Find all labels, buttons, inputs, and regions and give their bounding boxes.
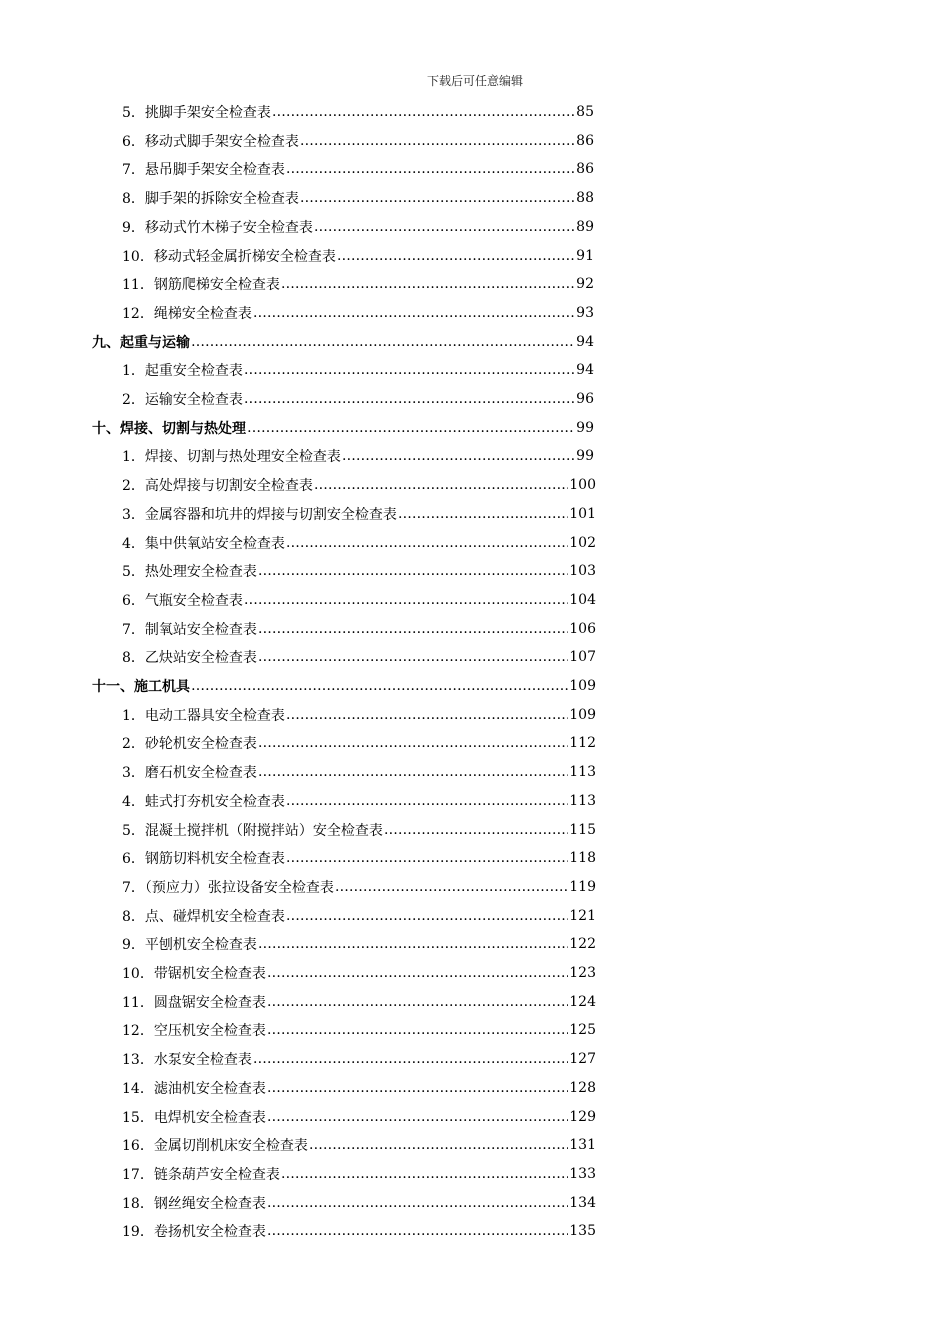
toc-page-number: 99	[576, 419, 594, 436]
toc-page-number: 94	[576, 333, 594, 350]
dot-leader	[267, 965, 568, 981]
toc-entry	[122, 1105, 596, 1129]
toc-entry	[122, 645, 596, 669]
toc-entry	[122, 1018, 596, 1042]
toc-entry-label: 5．热处理安全检查表	[122, 564, 257, 581]
dot-leader	[258, 735, 568, 751]
dot-leader	[258, 621, 568, 637]
dot-leader	[244, 391, 575, 407]
toc-section	[92, 416, 594, 440]
toc-entry-label: 12．空压机安全检查表	[122, 1023, 266, 1040]
dot-leader	[286, 535, 568, 551]
toc-entry-label: 15．电焊机安全检查表	[122, 1109, 266, 1126]
dot-leader	[267, 1195, 568, 1211]
dot-leader	[286, 707, 568, 723]
toc-entry-label: 11．圆盘锯安全检查表	[122, 994, 266, 1011]
toc-entry	[122, 1133, 596, 1157]
toc-entry	[122, 1219, 596, 1243]
toc-page-number: 134	[569, 1194, 596, 1211]
toc-entry-label: 17．链条葫芦安全检查表	[122, 1166, 280, 1183]
toc-entry	[122, 387, 594, 411]
toc-entry	[122, 559, 596, 583]
toc-page-number: 106	[569, 620, 596, 637]
toc-entry-label: 6．钢筋切料机安全检查表	[122, 851, 285, 868]
toc-entry-label: 8．点、碰焊机安全检查表	[122, 908, 285, 925]
toc-entry-label: 2．高处焊接与切割安全检查表	[122, 478, 313, 495]
toc-entry-label: 14．滤油机安全检查表	[122, 1080, 266, 1097]
toc-page-number: 102	[569, 534, 596, 551]
dot-leader	[191, 334, 575, 350]
toc-entry	[122, 617, 596, 641]
dot-leader	[286, 908, 568, 924]
toc-entry	[122, 789, 596, 813]
toc-entry	[122, 157, 594, 181]
dot-leader	[335, 879, 568, 895]
toc-entry-label: 9．移动式竹木梯子安全检查表	[122, 219, 313, 236]
toc-section	[92, 330, 594, 354]
toc-entry-label: 8．脚手架的拆除安全检查表	[122, 191, 299, 208]
dot-leader	[247, 420, 575, 436]
toc-entry	[122, 1076, 596, 1100]
toc-section	[92, 674, 596, 698]
dot-leader	[253, 305, 575, 321]
toc-entry-label: 7．（预应力）张拉设备安全检查表	[122, 879, 334, 896]
toc-entry	[122, 703, 596, 727]
toc-page-number: 118	[569, 850, 596, 867]
toc-entry-label: 7．制氧站安全检查表	[122, 621, 257, 638]
toc-entry	[122, 904, 596, 928]
toc-page-number: 96	[576, 391, 594, 407]
toc-entry	[122, 846, 596, 870]
dot-leader	[398, 506, 568, 522]
toc-entry-label: 4．蛙式打夯机安全检查表	[122, 793, 285, 810]
dot-leader	[267, 1109, 568, 1125]
toc-page-number: 121	[569, 907, 596, 924]
dot-leader	[281, 276, 575, 292]
toc-entry-label: 1．焊接、切割与热处理安全检查表	[122, 449, 341, 466]
toc-page-number: 124	[569, 993, 596, 1010]
dot-leader	[337, 248, 575, 264]
dot-leader	[267, 1080, 568, 1096]
toc-entry	[122, 760, 596, 784]
dot-leader	[258, 563, 568, 579]
toc-entry	[122, 990, 596, 1014]
toc-entry-label: 十一、施工机具	[92, 679, 190, 695]
toc-page-number: 127	[569, 1051, 596, 1068]
toc-entry-label: 九、起重与运输	[92, 334, 190, 351]
dot-leader	[258, 936, 568, 952]
toc-page-number: 93	[576, 304, 594, 321]
toc-page-number: 122	[569, 936, 596, 953]
toc-entry	[122, 358, 594, 382]
toc-entry-label: 11．钢筋爬梯安全检查表	[122, 277, 280, 294]
toc-page-number: 88	[576, 190, 594, 207]
toc-entry	[122, 875, 596, 899]
dot-leader	[272, 104, 575, 120]
toc-entry	[122, 272, 594, 296]
toc-entry-label: 13．水泵安全检查表	[122, 1052, 252, 1069]
toc-page-number: 109	[569, 678, 596, 694]
toc-entry	[122, 502, 596, 526]
toc-entry-label: 12．绳梯安全检查表	[122, 305, 252, 322]
toc-entry-label: 3．磨石机安全检查表	[122, 765, 257, 782]
toc-page-number: 113	[569, 764, 596, 781]
toc-entry	[122, 444, 594, 468]
toc-entry	[122, 1162, 596, 1186]
dot-leader	[191, 678, 568, 694]
toc-entry-label: 3．金属容器和坑井的焊接与切割安全检查表	[122, 506, 397, 523]
toc-page-number: 94	[576, 362, 594, 379]
toc-page-number: 109	[569, 706, 596, 723]
toc-entry	[122, 301, 594, 325]
dot-leader	[314, 477, 568, 493]
toc-page-number: 89	[576, 218, 594, 235]
toc-entry	[122, 129, 594, 153]
toc-entry-label: 10．带锯机安全检查表	[122, 966, 266, 982]
toc-entry	[122, 473, 596, 497]
toc-entry	[122, 731, 596, 755]
toc-page-number: 86	[576, 132, 594, 149]
toc-entry	[122, 531, 596, 555]
dot-leader	[281, 1166, 568, 1182]
dot-leader	[253, 1051, 568, 1067]
toc-entry-label: 9．平刨机安全检查表	[122, 937, 257, 954]
toc-page-number: 131	[569, 1137, 596, 1154]
toc-page-number: 101	[569, 505, 596, 522]
toc-entry	[122, 588, 596, 612]
dot-leader	[267, 1223, 568, 1239]
toc-entry-label: 19．卷扬机安全检查表	[122, 1224, 266, 1241]
toc-entry-label: 十、焊接、切割与热处理	[92, 420, 246, 437]
toc-page-number: 133	[569, 1165, 596, 1182]
dot-leader	[267, 1022, 568, 1038]
toc-page-number: 91	[576, 247, 594, 264]
toc-page-number: 128	[569, 1079, 596, 1096]
toc-entry-label: 5．挑脚手架安全检查表	[122, 105, 271, 121]
toc-entry	[122, 932, 596, 956]
toc-page-number: 112	[569, 735, 596, 752]
toc-entry	[122, 215, 594, 239]
dot-leader	[314, 219, 575, 235]
toc-entry-label: 5．混凝土搅拌机（附搅拌站）安全检查表	[122, 822, 383, 839]
dot-leader	[286, 850, 568, 866]
toc-page-number: 99	[576, 448, 594, 465]
toc-page-number: 123	[569, 965, 596, 981]
toc-page-number: 107	[569, 649, 596, 666]
dot-leader	[309, 1137, 568, 1153]
toc-entry	[122, 818, 596, 842]
toc-entry-label: 10．移动式轻金属折梯安全检查表	[122, 248, 336, 265]
page-header: 下载后可任意编辑	[426, 74, 523, 88]
dot-leader	[267, 994, 568, 1010]
toc-entry-label: 16．金属切削机床安全检查表	[122, 1138, 308, 1155]
toc-entry-label: 4．集中供氧站安全检查表	[122, 535, 285, 552]
dot-leader	[244, 592, 568, 608]
toc-entry	[122, 1047, 596, 1071]
toc-entry-label: 18．钢丝绳安全检查表	[122, 1195, 266, 1212]
dot-leader	[342, 448, 575, 464]
toc-page-number: 113	[569, 792, 596, 809]
dot-leader	[286, 793, 568, 809]
toc-entry-label: 1．起重安全检查表	[122, 363, 243, 380]
toc-page-number: 115	[569, 821, 596, 838]
toc-entry-label: 6．移动式脚手架安全检查表	[122, 133, 299, 150]
toc-page-number: 86	[576, 161, 594, 178]
toc-entry-label: 2．砂轮机安全检查表	[122, 736, 257, 753]
dot-leader	[258, 649, 568, 665]
toc-page-number: 119	[569, 878, 596, 895]
toc-entry-label: 8．乙炔站安全检查表	[122, 650, 257, 667]
toc-entry-label: 7．悬吊脚手架安全检查表	[122, 162, 285, 179]
toc-page-number: 104	[569, 591, 596, 608]
dot-leader	[300, 133, 575, 149]
toc-entry	[122, 1191, 596, 1215]
toc-entry	[122, 244, 594, 268]
toc-entry	[122, 100, 594, 124]
toc-entry	[122, 186, 594, 210]
toc-page-number: 103	[569, 563, 596, 580]
toc-page-number: 100	[569, 477, 596, 494]
toc-entry-label: 1．电动工器具安全检查表	[122, 707, 285, 724]
toc-entry-label: 6．气瓶安全检查表	[122, 592, 243, 609]
toc-page-number: 129	[569, 1108, 596, 1125]
toc-entry-label: 2．运输安全检查表	[122, 392, 243, 408]
toc-entry	[122, 961, 596, 985]
dot-leader	[384, 822, 568, 838]
toc-page-number: 85	[576, 104, 594, 120]
dot-leader	[258, 764, 568, 780]
toc-page-number: 135	[569, 1223, 596, 1240]
toc-page-number: 125	[569, 1022, 596, 1039]
toc-page-number: 92	[576, 276, 594, 293]
dot-leader	[244, 362, 575, 378]
dot-leader	[286, 161, 575, 177]
dot-leader	[300, 190, 575, 206]
